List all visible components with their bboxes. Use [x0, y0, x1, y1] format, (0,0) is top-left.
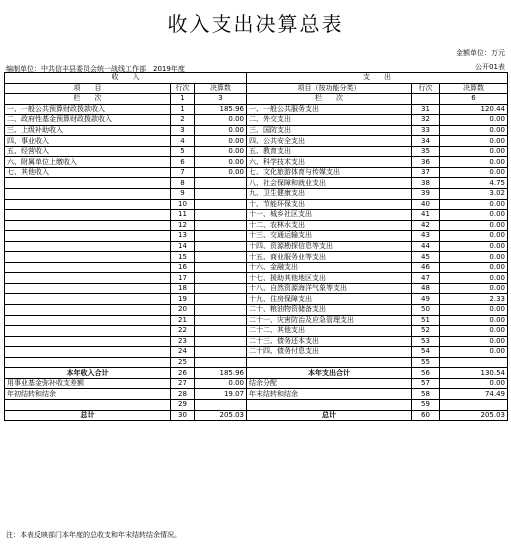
income-item-cell: 用事业基金弥补收支差额 — [5, 378, 171, 389]
income-item-cell — [5, 294, 171, 305]
expense-rowno-cell: 50 — [412, 305, 440, 316]
expense-rowno-cell: 46 — [412, 262, 440, 273]
income-item-cell: 三、上级补助收入 — [5, 125, 171, 136]
expense-item-cell: 十、节能环保支出 — [247, 199, 412, 210]
expense-amount-cell: 0.00 — [440, 241, 508, 252]
expense-item-cell: 十九、住房保障支出 — [247, 294, 412, 305]
expense-amount-cell: 0.00 — [440, 252, 508, 263]
table-row — [5, 210, 508, 221]
expense-rowno-cell: 59 — [412, 399, 440, 410]
expense-rowno-cell: 47 — [412, 273, 440, 284]
expense-rowno-cell: 36 — [412, 157, 440, 168]
expense-rowno-cell: 39 — [412, 189, 440, 200]
expense-amount-cell — [440, 357, 508, 368]
income-amount-cell — [195, 241, 247, 252]
table-row — [5, 241, 508, 252]
expense-rowno-cell: 53 — [412, 336, 440, 347]
income-amount-cell: 0.00 — [195, 378, 247, 389]
expense-item-cell: 二十一、灾害防治及应急管理支出 — [247, 315, 412, 326]
expense-amount-cell — [440, 399, 508, 410]
expense-item-header: 项目（按功能分类） — [247, 83, 412, 94]
income-col-3: 3 — [195, 94, 247, 105]
income-item-cell — [5, 189, 171, 200]
income-amount-cell — [195, 326, 247, 337]
expense-item-cell: 二十二、其他支出 — [247, 326, 412, 337]
expense-amount-cell: 0.00 — [440, 220, 508, 231]
income-item-cell — [5, 252, 171, 263]
table-code: 公开01表 — [475, 63, 505, 71]
expense-col-blank — [412, 94, 440, 105]
income-header: 收 入 — [5, 73, 247, 84]
income-amount-cell — [195, 231, 247, 242]
income-item-cell: 年初结转和结余 — [5, 389, 171, 400]
table-row — [5, 178, 508, 189]
expense-item-cell: 二十、粮油物资储备支出 — [247, 305, 412, 316]
expense-amount-cell: 0.00 — [440, 157, 508, 168]
expense-item-cell: 十七、援助其他地区支出 — [247, 273, 412, 284]
income-rowno-cell: 4 — [171, 136, 195, 147]
page-title: 收入支出决算总表 — [167, 12, 344, 36]
expense-rowno-cell: 44 — [412, 241, 440, 252]
income-item-header: 项 目 — [5, 83, 171, 94]
income-amount-cell: 0.00 — [195, 125, 247, 136]
income-rowno-cell: 25 — [171, 357, 195, 368]
expense-amount-cell: 0.00 — [440, 262, 508, 273]
expense-amount-cell: 0.00 — [440, 146, 508, 157]
table-row — [5, 262, 508, 273]
income-amount-cell — [195, 283, 247, 294]
expense-amount-cell: 0.00 — [440, 125, 508, 136]
expense-item-cell: 十五、商业服务业等支出 — [247, 252, 412, 263]
income-amount-cell: 0.00 — [195, 136, 247, 147]
expense-amount-cell: 0.00 — [440, 378, 508, 389]
income-rowno-cell: 27 — [171, 378, 195, 389]
income-amount-cell — [195, 273, 247, 284]
expense-rowno-cell: 48 — [412, 283, 440, 294]
income-amount-cell — [195, 336, 247, 347]
expense-item-cell — [247, 399, 412, 410]
income-rowno-cell: 23 — [171, 336, 195, 347]
expense-amount-cell: 0.00 — [440, 210, 508, 221]
income-rowno-cell: 7 — [171, 167, 195, 178]
table-row — [5, 357, 508, 368]
income-rowno-cell: 12 — [171, 220, 195, 231]
income-amount-cell — [195, 210, 247, 221]
income-rowno-cell: 2 — [171, 115, 195, 126]
table-row — [5, 146, 508, 157]
expense-item-cell: 二十三、债务还本支出 — [247, 336, 412, 347]
income-rowno-cell: 28 — [171, 389, 195, 400]
income-item-cell: 总计 — [5, 410, 171, 421]
expense-amount-cell: 0.00 — [440, 136, 508, 147]
table-row — [5, 115, 508, 126]
table-row — [5, 104, 508, 115]
income-amount-cell — [195, 252, 247, 263]
income-item-cell — [5, 231, 171, 242]
expense-rowno-cell: 57 — [412, 378, 440, 389]
income-amount-cell — [195, 178, 247, 189]
income-rowno-cell: 30 — [171, 410, 195, 421]
expense-amount-cell: 0.00 — [440, 199, 508, 210]
income-rowno-cell: 29 — [171, 399, 195, 410]
income-item-cell: 一、一般公共预算财政拨款收入 — [5, 104, 171, 115]
table-row — [5, 347, 508, 358]
table-row — [5, 189, 508, 200]
expense-amount-cell: 3.02 — [440, 189, 508, 200]
income-item-cell — [5, 357, 171, 368]
expense-amount-cell: 0.00 — [440, 231, 508, 242]
income-rowno-cell: 18 — [171, 283, 195, 294]
expense-amount-cell: 120.44 — [440, 104, 508, 115]
income-rowno-cell: 11 — [171, 210, 195, 221]
income-amount-cell — [195, 315, 247, 326]
expense-amount-cell: 0.00 — [440, 273, 508, 284]
income-amount-cell — [195, 305, 247, 316]
income-amount-cell: 0.00 — [195, 157, 247, 168]
expense-rowno-cell: 41 — [412, 210, 440, 221]
expense-rowno-cell: 34 — [412, 136, 440, 147]
income-rowno-cell: 16 — [171, 262, 195, 273]
expense-item-cell: 十八、自然资源海洋气象等支出 — [247, 283, 412, 294]
expense-rowno-cell: 60 — [412, 410, 440, 421]
expense-item-cell: 总计 — [247, 410, 412, 421]
expense-amount-cell: 0.00 — [440, 347, 508, 358]
expense-amount-cell: 4.75 — [440, 178, 508, 189]
expense-item-cell: 二、外交支出 — [247, 115, 412, 126]
expense-item-cell: 十一、城乡社区支出 — [247, 210, 412, 221]
expense-item-cell — [247, 357, 412, 368]
table-row — [5, 315, 508, 326]
expense-rowno-cell: 58 — [412, 389, 440, 400]
income-amount-cell: 0.00 — [195, 146, 247, 157]
expense-rowno-cell: 42 — [412, 220, 440, 231]
income-item-cell — [5, 241, 171, 252]
table-row — [5, 273, 508, 284]
income-rowno-cell: 13 — [171, 231, 195, 242]
income-item-cell — [5, 220, 171, 231]
income-rowno-cell: 5 — [171, 146, 195, 157]
expense-rowno-cell: 35 — [412, 146, 440, 157]
income-amount-cell: 0.00 — [195, 167, 247, 178]
income-item-cell — [5, 178, 171, 189]
expense-rowno-cell: 32 — [412, 115, 440, 126]
expense-amount-cell: 205.03 — [440, 410, 508, 421]
income-item-cell — [5, 315, 171, 326]
income-item-cell — [5, 210, 171, 221]
expense-rowno-cell: 55 — [412, 357, 440, 368]
income-amount-cell — [195, 357, 247, 368]
income-rowno-cell: 10 — [171, 199, 195, 210]
expense-amount-header: 决算数 — [440, 83, 508, 94]
expense-rowno-cell: 38 — [412, 178, 440, 189]
expense-rowno-header: 行次 — [412, 83, 440, 94]
expense-amount-cell: 0.00 — [440, 283, 508, 294]
income-item-cell — [5, 262, 171, 273]
budget-table — [4, 72, 508, 421]
income-item-cell — [5, 305, 171, 316]
org-label: 编制单位：中共信丰县委员会统一战线工作部 2019年度 — [6, 65, 185, 73]
table-row — [5, 125, 508, 136]
income-item-cell — [5, 273, 171, 284]
income-item-cell: 本年收入合计 — [5, 368, 171, 379]
header-row-columns — [5, 83, 508, 94]
income-item-cell: 二、政府性基金预算财政拨款收入 — [5, 115, 171, 126]
header-row-column-index — [5, 94, 508, 105]
expense-amount-cell: 0.00 — [440, 315, 508, 326]
table-row — [5, 326, 508, 337]
income-item-cell — [5, 336, 171, 347]
income-rowno-cell: 8 — [171, 178, 195, 189]
expense-amount-cell: 0.00 — [440, 326, 508, 337]
expense-item-cell: 十四、资源勘探信息等支出 — [247, 241, 412, 252]
expense-col-6: 6 — [440, 94, 508, 105]
income-item-cell — [5, 347, 171, 358]
income-amount-cell — [195, 347, 247, 358]
income-amount-cell — [195, 199, 247, 210]
income-col-label: 栏 次 — [5, 94, 171, 105]
income-rowno-cell: 20 — [171, 305, 195, 316]
expense-amount-cell: 0.00 — [440, 336, 508, 347]
expense-item-cell: 十二、农林水支出 — [247, 220, 412, 231]
table-row — [5, 399, 508, 410]
income-item-cell — [5, 199, 171, 210]
table-row — [5, 231, 508, 242]
income-amount-cell: 0.00 — [195, 115, 247, 126]
expense-item-cell: 十六、金融支出 — [247, 262, 412, 273]
expense-amount-cell: 0.00 — [440, 305, 508, 316]
table-row — [5, 220, 508, 231]
expense-item-cell: 一、一般公共服务支出 — [247, 104, 412, 115]
income-rowno-cell: 22 — [171, 326, 195, 337]
income-item-cell — [5, 283, 171, 294]
expense-amount-cell: 2.33 — [440, 294, 508, 305]
table-row — [5, 136, 508, 147]
income-amount-cell: 185.96 — [195, 104, 247, 115]
table-row — [5, 283, 508, 294]
income-item-cell: 六、附属单位上缴收入 — [5, 157, 171, 168]
expense-item-cell: 十三、交通运输支出 — [247, 231, 412, 242]
expense-amount-cell: 0.00 — [440, 115, 508, 126]
expense-col-label: 栏 次 — [247, 94, 412, 105]
expense-rowno-cell: 54 — [412, 347, 440, 358]
table-row — [5, 167, 508, 178]
expense-amount-cell: 74.49 — [440, 389, 508, 400]
income-item-cell — [5, 399, 171, 410]
income-amount-cell — [195, 262, 247, 273]
expense-header: 支 出 — [247, 73, 508, 84]
expense-rowno-cell: 56 — [412, 368, 440, 379]
table-row — [5, 157, 508, 168]
header-row-group — [5, 73, 508, 84]
unit-label: 金额单位：万元 — [456, 49, 505, 57]
table-row — [5, 378, 508, 389]
expense-item-cell: 九、卫生健康支出 — [247, 189, 412, 200]
income-rowno-cell: 6 — [171, 157, 195, 168]
expense-rowno-cell: 33 — [412, 125, 440, 136]
expense-rowno-cell: 52 — [412, 326, 440, 337]
income-item-cell — [5, 326, 171, 337]
income-rowno-cell: 1 — [171, 104, 195, 115]
expense-item-cell: 年末结转和结余 — [247, 389, 412, 400]
expense-item-cell: 本年支出合计 — [247, 368, 412, 379]
expense-rowno-cell: 51 — [412, 315, 440, 326]
expense-rowno-cell: 31 — [412, 104, 440, 115]
expense-item-cell: 六、科学技术支出 — [247, 157, 412, 168]
income-item-cell: 七、其他收入 — [5, 167, 171, 178]
table-row — [5, 252, 508, 263]
income-amount-cell: 185.96 — [195, 368, 247, 379]
income-rowno-cell: 3 — [171, 125, 195, 136]
expense-item-cell: 八、社会保障和就业支出 — [247, 178, 412, 189]
income-amount-cell: 19.07 — [195, 389, 247, 400]
income-col-1: 1 — [171, 94, 195, 105]
expense-item-cell: 二十四、债务付息支出 — [247, 347, 412, 358]
income-rowno-cell: 14 — [171, 241, 195, 252]
income-rowno-cell: 17 — [171, 273, 195, 284]
income-item-cell: 四、事业收入 — [5, 136, 171, 147]
expense-rowno-cell: 40 — [412, 199, 440, 210]
income-amount-cell: 205.03 — [195, 410, 247, 421]
expense-item-cell: 三、国防支出 — [247, 125, 412, 136]
table-row — [5, 305, 508, 316]
expense-rowno-cell: 43 — [412, 231, 440, 242]
income-rowno-cell: 21 — [171, 315, 195, 326]
expense-item-cell: 四、公共安全支出 — [247, 136, 412, 147]
table-row — [5, 368, 508, 379]
expense-rowno-cell: 49 — [412, 294, 440, 305]
expense-rowno-cell: 37 — [412, 167, 440, 178]
income-rowno-cell: 26 — [171, 368, 195, 379]
income-amount-cell — [195, 399, 247, 410]
table-row — [5, 294, 508, 305]
income-amount-cell — [195, 220, 247, 231]
expense-rowno-cell: 45 — [412, 252, 440, 263]
expense-amount-cell: 0.00 — [440, 167, 508, 178]
expense-item-cell: 结余分配 — [247, 378, 412, 389]
expense-item-cell: 五、教育支出 — [247, 146, 412, 157]
income-amount-cell — [195, 294, 247, 305]
income-rowno-cell: 15 — [171, 252, 195, 263]
expense-item-cell: 七、文化旅游体育与传媒支出 — [247, 167, 412, 178]
income-amount-cell — [195, 189, 247, 200]
income-rowno-cell: 24 — [171, 347, 195, 358]
table-row — [5, 199, 508, 210]
income-item-cell: 五、经营收入 — [5, 146, 171, 157]
table-row — [5, 389, 508, 400]
footnote: 注：本表反映部门本年度的总收支和年末结转结余情况。 — [6, 531, 181, 539]
income-rowno-cell: 19 — [171, 294, 195, 305]
expense-amount-cell: 130.54 — [440, 368, 508, 379]
income-amount-header: 决算数 — [195, 83, 247, 94]
table-row — [5, 336, 508, 347]
table-row — [5, 410, 508, 421]
income-rowno-cell: 9 — [171, 189, 195, 200]
income-rowno-header: 行次 — [171, 83, 195, 94]
